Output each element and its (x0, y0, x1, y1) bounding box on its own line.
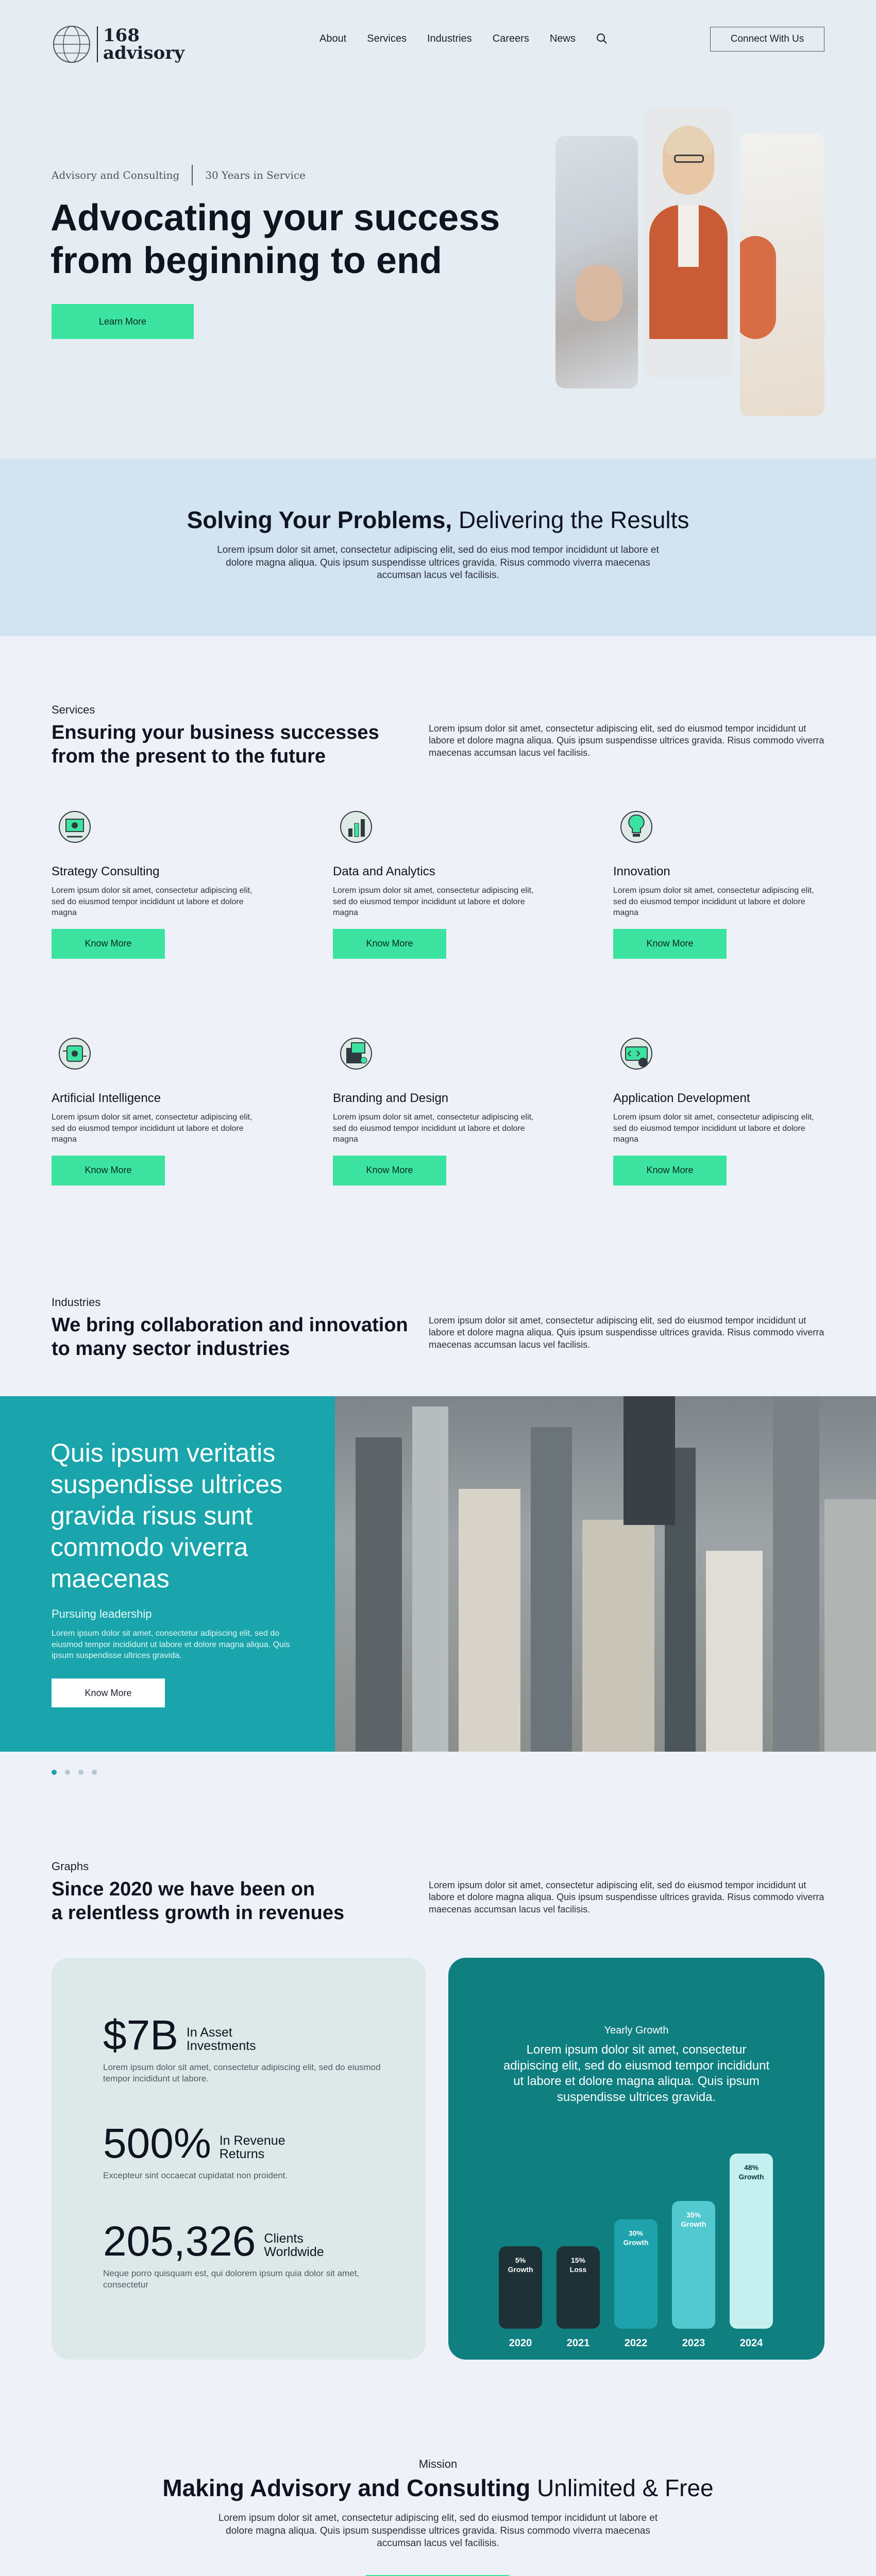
mission-title-bold: Making Advisory and Consulting (162, 2475, 531, 2501)
hero-photo-center (644, 107, 733, 378)
design-icon (333, 1030, 379, 1077)
banner-title: Quis ipsum veritatis suspendisse ultrices gravida risus sunt commodo viverra maecenas (50, 1438, 283, 1593)
service-card (613, 1030, 830, 1216)
carousel-dot-3[interactable] (78, 1770, 83, 1775)
hero-title-line1: Advocating your success (50, 197, 500, 239)
service-title: Data and Analytics (333, 865, 435, 878)
services-label: Services (52, 703, 95, 716)
nav-careers[interactable]: Careers (492, 32, 529, 44)
hero-eyebrow-left: Advisory and Consulting (52, 169, 180, 181)
stat-value: 205,326 (103, 2218, 256, 2265)
service-title: Application Development (613, 1091, 750, 1105)
industries-label: Industries (52, 1296, 101, 1309)
service-text: Lorem ipsum dolor sit amet, consectetur adipiscing elit, sed do eiusmod tempor incididunt ut labore et dolore magna (333, 886, 534, 918)
service-know-more-button[interactable]: Know More (613, 1156, 727, 1185)
logo-bottom: advisory (103, 43, 184, 63)
service-text: Lorem ipsum dolor sit amet, consectetur adipiscing elit, sed do eiusmod tempor incididunt ut labore et dolore magna (52, 1113, 252, 1144)
hero (0, 82, 876, 459)
chart-bar-label: 48% (744, 2163, 759, 2172)
stat-text: Lorem ipsum dolor sit amet, consectetur adipiscing elit, sed do eiusmod tempor incididunt ut labore. (103, 2062, 381, 2084)
graphs-section (0, 1798, 876, 2391)
solving-title-rest: Delivering the Results (452, 506, 689, 533)
service-know-more-button[interactable]: Know More (333, 929, 446, 959)
chart-x-tick-label: 2023 (682, 2337, 705, 2349)
industries-title-line2: to many sector industries (52, 1337, 290, 1360)
logo-globe-icon (52, 24, 92, 64)
strategy-icon (52, 804, 98, 850)
hero-eyebrow (52, 165, 306, 185)
solving-title-bold: Solving Your Problems, (187, 506, 452, 533)
services-intro: Lorem ipsum dolor sit amet, consectetur adipiscing elit, sed do eiusmod tempor incididunt ut labore et dolore magna aliqua. Quis ipsum suspendisse ultrices gravida. Risus commodo viverra maecenas accumsan lacus vel facilisis. (429, 723, 824, 758)
nav-industries[interactable]: Industries (427, 32, 472, 44)
mission-label: Mission (418, 2458, 458, 2470)
carousel-dot-2[interactable] (65, 1770, 70, 1775)
services-title-line2: from the present to the future (52, 745, 326, 767)
chart-bar-label: Growth (681, 2220, 706, 2229)
industries-intro: Lorem ipsum dolor sit amet, consectetur adipiscing elit, sed do eiusmod tempor incididunt ut labore et dolore magna aliqua. Quis ipsum suspendisse ultrices gravida. Risus commodo viverra maecenas accumsan lacus vel facilisis. (429, 1315, 824, 1350)
service-title: Artificial Intelligence (52, 1091, 161, 1105)
hero-title-line2: from beginning to end (50, 240, 442, 281)
growth-chart-card (448, 1958, 824, 2360)
chart-x-tick-label: 2020 (509, 2337, 532, 2349)
graphs-title-line2: a relentless growth in revenues (52, 1902, 345, 1924)
service-card (52, 1030, 268, 1216)
banner-subtitle: Pursuing leadership (52, 1607, 152, 1620)
service-know-more-button[interactable]: Know More (52, 929, 165, 959)
search-icon[interactable] (596, 33, 608, 44)
header (0, 0, 876, 82)
service-card (333, 804, 549, 989)
service-card (333, 1030, 549, 1216)
service-title: Innovation (613, 865, 670, 878)
services-title (52, 721, 379, 768)
mission-title-rest: Unlimited & Free (530, 2475, 714, 2501)
logo-top: 168 (103, 25, 140, 46)
chart-bar-label: 35% (686, 2211, 701, 2219)
solving-title (0, 506, 876, 534)
stat-label-line2: Worldwide (264, 2244, 324, 2259)
hero-title (50, 197, 500, 282)
service-know-more-button[interactable]: Know More (52, 1156, 165, 1185)
chart-bar-label: 15% (570, 2256, 586, 2264)
industries-title (52, 1314, 408, 1361)
stat-label-line2: Returns (219, 2146, 265, 2161)
stat-label-line1: In Asset (186, 2025, 232, 2040)
carousel-dots (52, 1770, 97, 1775)
stat-block (103, 2218, 392, 2291)
service-title: Strategy Consulting (52, 865, 160, 878)
chart-bar-label: Growth (508, 2265, 533, 2274)
nav-services[interactable]: Services (367, 32, 407, 44)
stat-block (103, 2120, 392, 2181)
service-text: Lorem ipsum dolor sit amet, consectetur adipiscing elit, sed do eiusmod tempor incididunt ut labore et dolore magna (333, 1113, 534, 1144)
stat-value: 500% (103, 2120, 211, 2167)
industries-banner (0, 1396, 876, 1752)
chart-bar-label: Growth (738, 2173, 764, 2181)
appdev-icon (613, 1030, 660, 1077)
service-text: Lorem ipsum dolor sit amet, consectetur adipiscing elit, sed do eiusmod tempor incididunt ut labore et dolore magna (52, 886, 252, 918)
chart-bar-label: 30% (628, 2229, 644, 2238)
innovation-icon (613, 804, 660, 850)
chart-x-tick-label: 2024 (739, 2337, 763, 2349)
stat-value: $7B (103, 2012, 178, 2059)
stat-text: Excepteur sint occaecat cupidatat non proident. (103, 2171, 288, 2180)
service-know-more-button[interactable]: Know More (613, 929, 727, 959)
analytics-icon (333, 804, 379, 850)
chart-x-tick-label: 2021 (566, 2337, 590, 2349)
industries-title-line1: We bring collaboration and innovation (52, 1314, 408, 1336)
carousel-dot-1[interactable] (52, 1770, 57, 1775)
industries-section (0, 1262, 876, 1798)
service-card (613, 804, 830, 989)
stat-text: Neque porro quisquam est, qui dolorem ipsum quia dolor sit amet, consectetur (103, 2268, 360, 2290)
service-title: Branding and Design (333, 1091, 449, 1105)
chart-bar-label: Loss (569, 2265, 587, 2274)
hero-photo-right (740, 133, 824, 416)
chart-text: Lorem ipsum dolor sit amet, consectetur adipiscing elit, sed do eiusmod tempor incididunt ut labore et dolore magna aliqua. Quis ipsum suspendisse ultrices gravida. (503, 2043, 770, 2105)
stat-label-line1: In Revenue (219, 2133, 285, 2148)
solving-section (0, 459, 876, 636)
stats-card (52, 1958, 426, 2360)
mission-text: Lorem ipsum dolor sit amet, consectetur adipiscing elit, sed do eiusmod tempor incididunt ut labore et dolore magna aliqua. Quis ipsum suspendisse ultrices gravida. Risus commodo viverra maecenas accumsan lacus vel facilisis. (218, 2513, 658, 2549)
service-text: Lorem ipsum dolor sit amet, consectetur adipiscing elit, sed do eiusmod tempor incididunt ut labore et dolore magna (613, 1113, 814, 1144)
solving-text: Lorem ipsum dolor sit amet, consectetur adipiscing elit, sed do eius mod tempor incididunt ut labore et dolore magna aliqua. Quis ipsum suspendisse ultrices gravida. Risus commodo viverra maecenas accumsan lacus vel facilisis. (217, 545, 659, 581)
stat-label-line2: Investments (186, 2038, 256, 2053)
banner-know-more-button[interactable]: Know More (52, 1679, 165, 1707)
graphs-title-line1: Since 2020 we have been on (52, 1878, 315, 1900)
graphs-title (52, 1878, 344, 1925)
learn-more-button[interactable]: Learn More (52, 304, 194, 339)
carousel-dot-4[interactable] (92, 1770, 97, 1775)
chart-x-tick-label: 2022 (624, 2337, 648, 2349)
service-know-more-button[interactable]: Know More (333, 1156, 446, 1185)
growth-bar-chart (448, 2133, 824, 2360)
chart-bar-label: 5% (515, 2256, 526, 2264)
ai-icon (52, 1030, 98, 1077)
connect-button[interactable]: Connect With Us (710, 27, 824, 52)
chart-title: Yearly Growth (604, 2025, 669, 2036)
logo[interactable] (52, 24, 196, 65)
stat-label-line1: Clients (264, 2231, 304, 2246)
nav-about[interactable]: About (319, 32, 347, 44)
hero-photo-left (555, 136, 638, 388)
main-nav (319, 31, 608, 46)
banner-text: Lorem ipsum dolor sit amet, consectetur adipiscing elit, sed do eiusmod tempor incididunt ut labore et dolore magna aliqua. Quis ipsum suspendisse ultrices gravida. (52, 1629, 290, 1660)
services-section (0, 636, 876, 1262)
nav-news[interactable]: News (549, 32, 576, 44)
services-title-line1: Ensuring your business successes (52, 722, 379, 743)
city-photo (335, 1396, 876, 1752)
mission-title (0, 2474, 876, 2502)
chart-bar-label: Growth (623, 2238, 649, 2247)
graphs-label: Graphs (52, 1860, 89, 1873)
service-text: Lorem ipsum dolor sit amet, consectetur adipiscing elit, sed do eiusmod tempor incididunt ut labore et dolore magna (613, 886, 814, 918)
graphs-intro: Lorem ipsum dolor sit amet, consectetur adipiscing elit, sed do eiusmod tempor incididunt ut labore et dolore magna aliqua. Quis ipsum suspendisse ultrices gravida. Risus commodo viverra maecenas accumsan lacus vel facilisis. (429, 1880, 824, 1914)
stat-block (103, 2014, 392, 2084)
hero-eyebrow-right: 30 Years in Service (205, 169, 306, 181)
mission-section (0, 2391, 876, 2576)
service-card (52, 804, 268, 989)
